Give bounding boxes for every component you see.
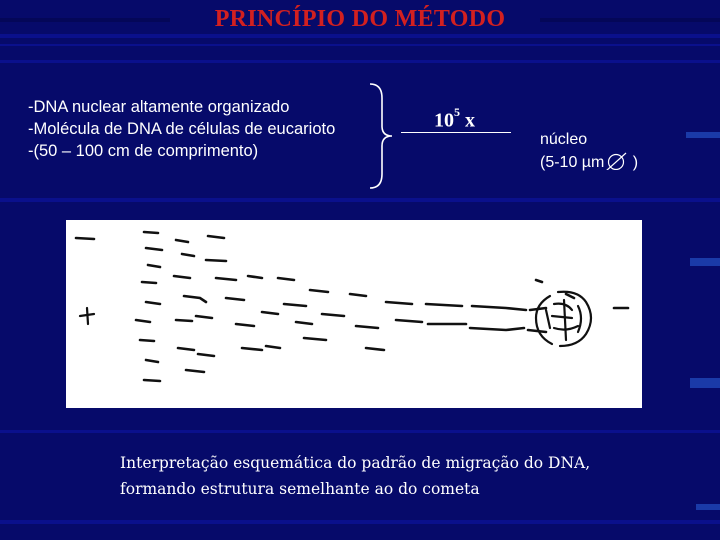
comet-sketch: [66, 220, 642, 408]
caption-line: formando estrutura semelhante ao do cometa: [120, 480, 480, 498]
nucleus-size-prefix: (5-10: [540, 154, 582, 171]
multiplier-label: [434, 105, 475, 133]
nucleus-size: [540, 151, 638, 174]
plus-marker: [80, 308, 94, 324]
multiplier-base: 10: [434, 109, 454, 132]
page-title: PRINCÍPIO DO MÉTODO: [214, 6, 506, 32]
description-line: -Molécula de DNA de células de eucarioto: [28, 120, 336, 138]
nucleus-size-close: ): [628, 154, 639, 171]
dna-description: [28, 96, 335, 162]
nucleus-title: núcleo: [540, 131, 588, 148]
multiplier-exponent: 5: [454, 105, 460, 119]
diameter-icon: [604, 152, 628, 170]
figure-caption: [120, 450, 590, 502]
multiplier-suffix: x: [460, 109, 475, 132]
description-line: -(50 – 100 cm de comprimento): [28, 142, 259, 160]
comet-figure: [66, 220, 642, 408]
right-brace: [360, 80, 400, 192]
description-line: -DNA nuclear altamente organizado: [28, 98, 290, 116]
nucleus-size-unit: µm: [581, 154, 605, 171]
caption-line: Interpretação esquemática do padrão de migração do DNA,: [120, 454, 591, 472]
nucleus-label: [540, 128, 638, 174]
multiplier-arrow-line: [401, 132, 511, 133]
